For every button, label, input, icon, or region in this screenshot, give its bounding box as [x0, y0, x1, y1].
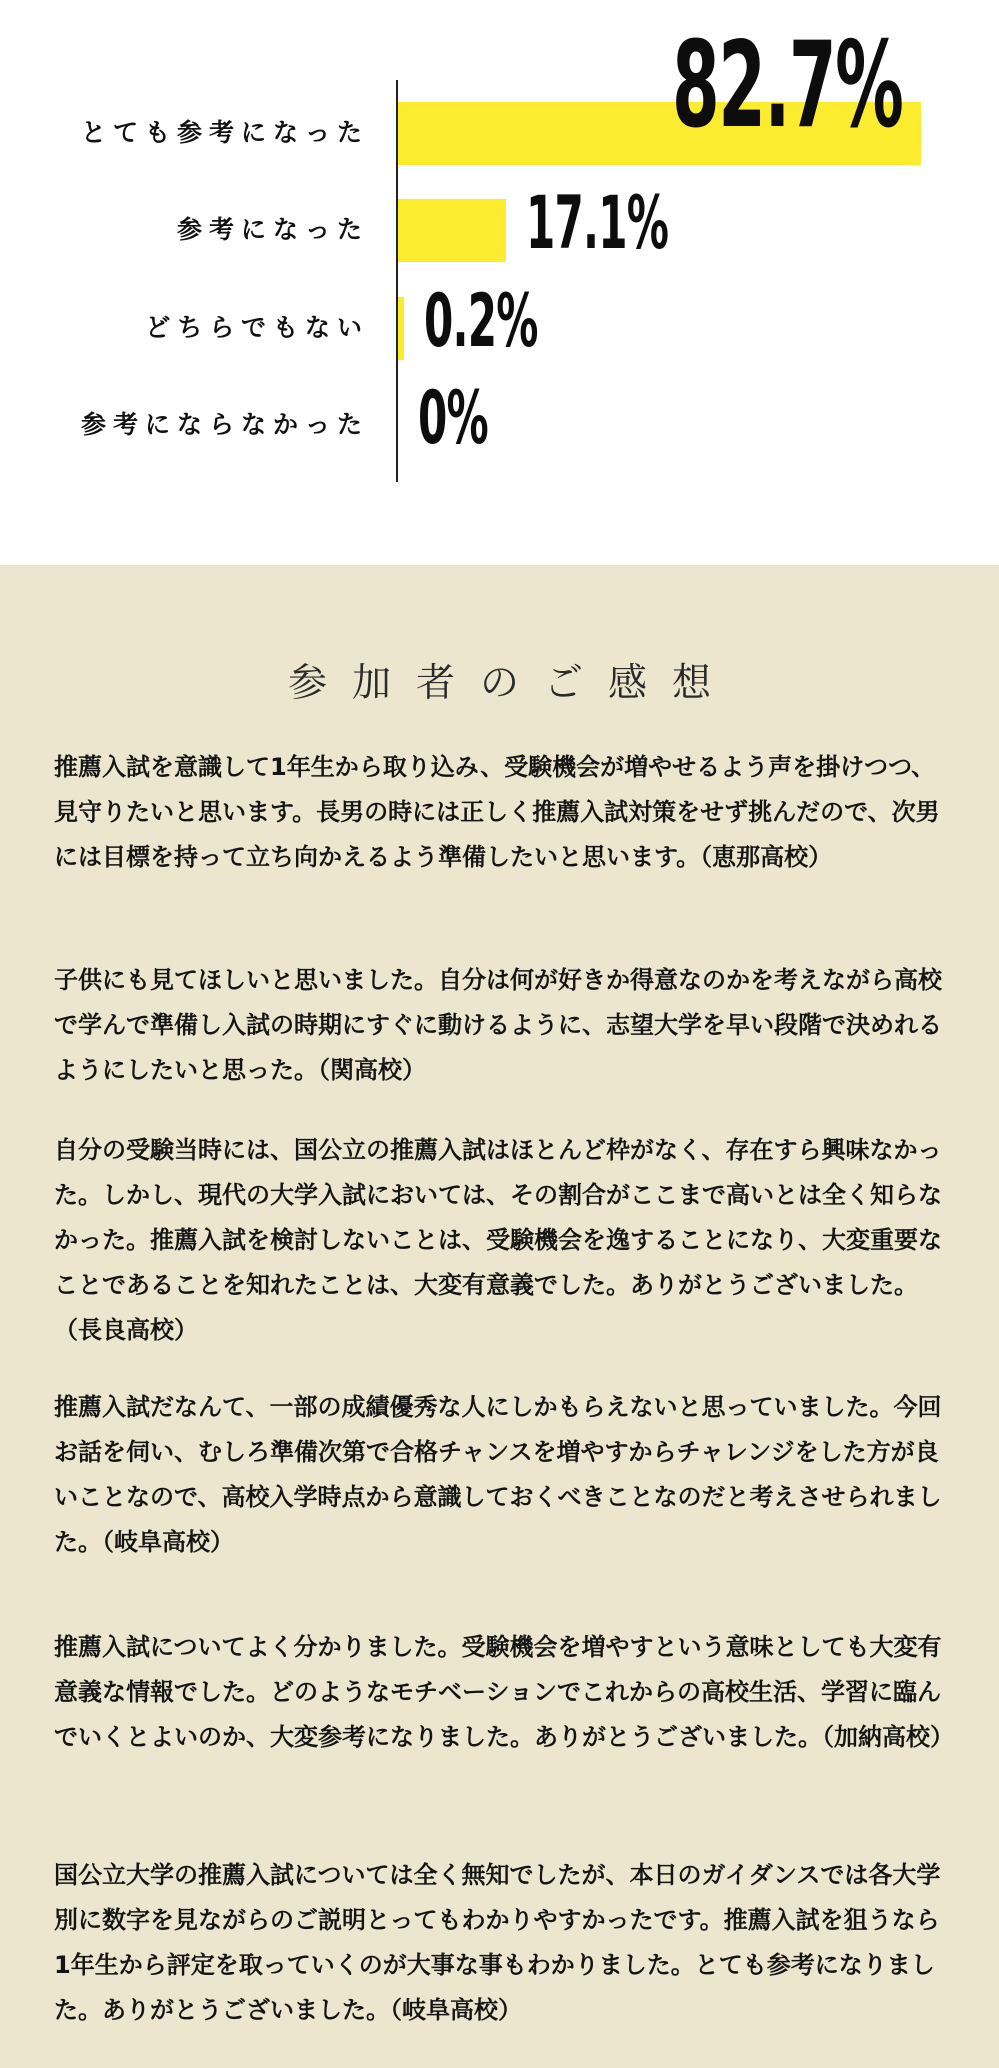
category-label-neutral: どちらでもない: [145, 313, 369, 342]
value-label-neutral: 0.2%: [424, 278, 538, 364]
category-label-not-helpful: 参考にならなかった: [80, 410, 369, 439]
value-label-very-helpful: 82.7%: [672, 15, 903, 155]
section-title: 参加者のご感想: [287, 661, 736, 707]
bar-helpful: [398, 199, 506, 262]
survey-chart: [0, 0, 999, 565]
bar-neutral: [398, 297, 404, 360]
comment-item: 推薦入試を意識して1年生から取り込み、受験機会が増やせるよう声を掛けつつ、見守りたいと思います。長男の時には正しく推薦入試対策をせず挑んだので、次男には目標を持って立ち向かえるよう準備したいと思います。（恵那高校）: [54, 753, 940, 871]
category-label-helpful: 参考になった: [176, 215, 369, 244]
comment-item: 推薦入試だなんて、一部の成績優秀な人にしかもらえないと思っていました。今回お話を伺い、むしろ準備次第で合格チャンスを増やすからチャレンジをした方が良いことなので、高校入学時点から意識しておくべきことなのだと考えさせられました。（岐阜高校）: [54, 1393, 942, 1556]
value-label-not-helpful: 0%: [418, 375, 488, 461]
comment-item: 推薦入試についてよく分かりました。受験機会を増やすという意味としても大変有意義な情報でした。どのようなモチベーションでこれからの高校生活、学習に臨んでいくとよいのか、大変参考になりました。ありがとうございました。（加納高校）: [54, 1633, 954, 1751]
category-label-very-helpful: とても参考になった: [80, 118, 369, 147]
comment-item: 自分の受験当時には、国公立の推薦入試はほとんど枠がなく、存在すら興味なかった。しかし、現代の大学入試においては、その割合がここまで高いとは全く知らなかった。推薦入試を検討しないことは、受験機会を逸することになり、大変重要なことであることを知れたことは、大変有意義でした。ありがとうございました。（長良高校）: [54, 1136, 942, 1344]
comment-item: 子供にも見てほしいと思いました。自分は何が好きか得意なのかを考えながら高校で学んで準備し入試の時期にすぐに動けるように、志望大学を早い段階で決めれるようにしたいと思った。（関高校）: [54, 966, 942, 1084]
value-label-helpful: 17.1%: [526, 180, 669, 266]
participant-comments-section: [0, 565, 999, 2068]
comment-item: 国公立大学の推薦入試については全く無知でしたが、本日のガイダンスでは各大学別に数字を見ながらのご説明とってもわかりやすかったです。推薦入試を狙うなら1年生から評定を取っていくのが大事な事もわかりました。とても参考になりました。ありがとうございました。（岐阜高校）: [54, 1861, 941, 2024]
